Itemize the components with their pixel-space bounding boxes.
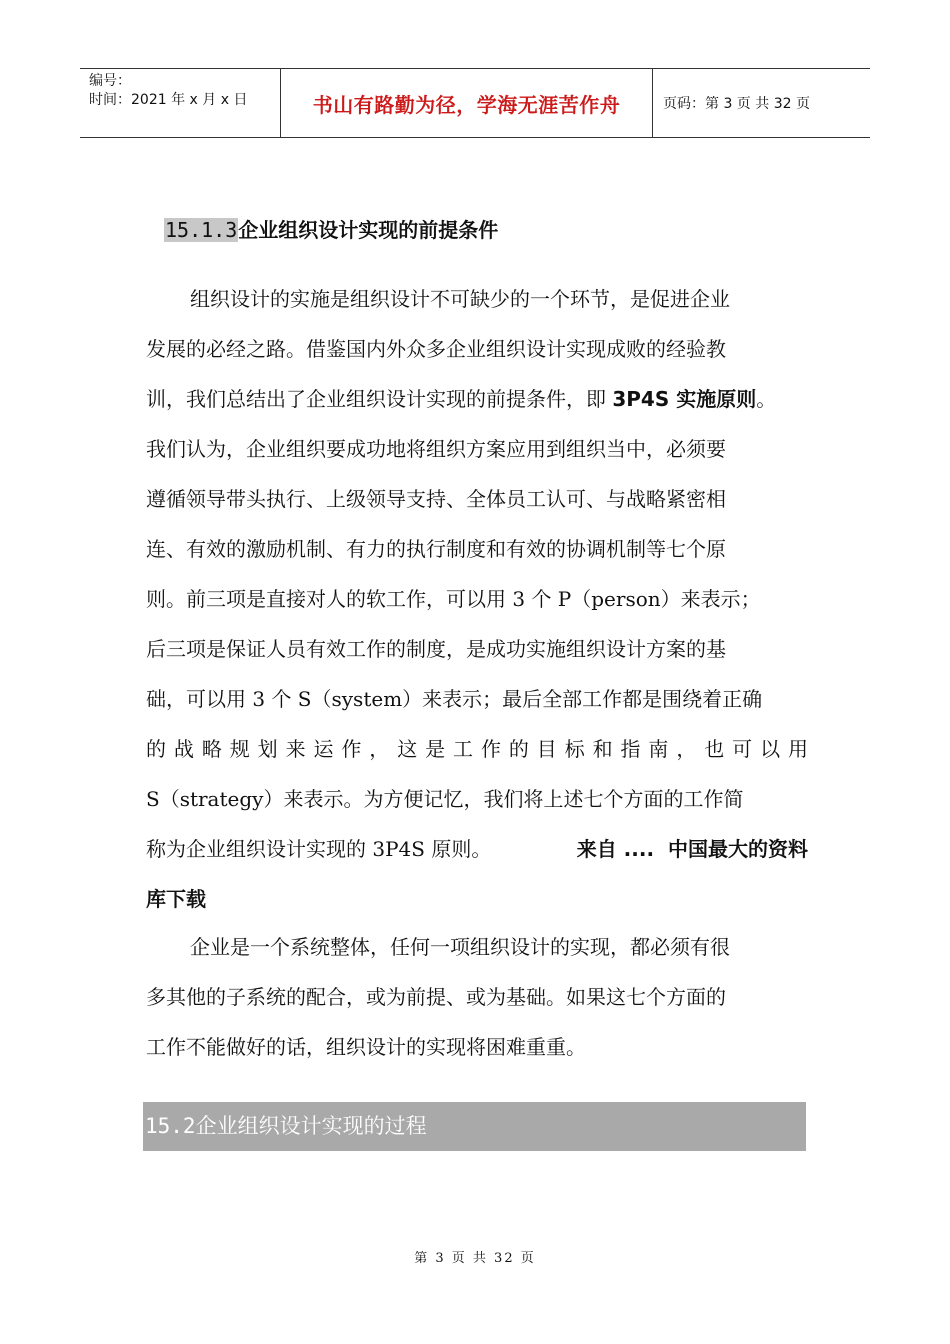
source-note: 来自 .... 中国最大的资料 xyxy=(576,837,808,861)
header-page-info: 页码：第 3 页 共 32 页 xyxy=(663,96,810,112)
section-number: 15.2 xyxy=(145,1114,196,1138)
paragraph-text: 。 xyxy=(756,387,777,411)
section-heading xyxy=(143,1102,806,1151)
time-label: 时间：2021 年 x 月 x 日 xyxy=(89,92,248,108)
paragraph-line: 多其他的子系统的配合，或为前提、或为基础。如果这七个方面的 xyxy=(146,985,726,1009)
page-header xyxy=(80,68,870,138)
paragraph-line: 遵循领导带头执行、上级领导支持、全体员工认可、与战略紧密相 xyxy=(146,487,726,511)
paragraph-text: 训，我们总结出了企业组织设计实现的前提条件，即 xyxy=(146,387,613,411)
paragraph-line: 的战略规划来运作，这是工作的目标和指南，也可以用 xyxy=(146,737,808,761)
paragraph-line: S（strategy）来表示。为方便记忆，我们将上述七个方面的工作简 xyxy=(146,787,744,811)
subsection-title: 企业组织设计实现的前提条件 xyxy=(238,218,499,242)
paragraph-line: 础，可以用 3 个 S（system）来表示；最后全部工作都是围绕着正确 xyxy=(146,687,763,711)
paragraph-line xyxy=(146,374,808,424)
section-title: 企业组织设计实现的过程 xyxy=(195,1114,427,1138)
paragraph-text: 称为企业组织设计实现的 3P4S 原则。 xyxy=(146,837,492,861)
serial-label: 编号： xyxy=(89,73,131,89)
header-motto: 书山有路勤为径，学海无涯苦作舟 xyxy=(281,69,653,137)
principle-highlight: 3P4S 实施原则 xyxy=(612,387,757,411)
paragraph-line: 工作不能做好的话，组织设计的实现将困难重重。 xyxy=(146,1035,586,1059)
paragraph-system xyxy=(146,922,808,1072)
page-footer: 第 3 页 共 32 页 xyxy=(414,1251,536,1266)
paragraph-prerequisites xyxy=(146,274,808,924)
paragraph-line: 后三项是保证人员有效工作的制度，是成功实施组织设计方案的基 xyxy=(146,637,726,661)
paragraph-line: 连、有效的激励机制、有力的执行制度和有效的协调机制等七个原 xyxy=(146,537,726,561)
paragraph-line: 我们认为，企业组织要成功地将组织方案应用到组织当中，必须要 xyxy=(146,437,726,461)
paragraph-line: 组织设计的实施是组织设计不可缺少的一个环节，是促进企业 xyxy=(190,287,730,311)
paragraph-line xyxy=(146,824,808,874)
paragraph-line: 发展的必经之路。借鉴国内外众多企业组织设计实现成败的经验教 xyxy=(146,337,726,361)
paragraph-line: 则。前三项是直接对人的软工作，可以用 3 个 P（person）来表示； xyxy=(146,587,761,611)
subsection-number: 15.1.3 xyxy=(165,218,238,242)
source-note-continued: 库下载 xyxy=(146,887,206,911)
header-info-cell xyxy=(80,69,281,137)
paragraph-line: 企业是一个系统整体，任何一项组织设计的实现，都必须有很 xyxy=(190,935,730,959)
subsection-heading xyxy=(164,214,498,243)
